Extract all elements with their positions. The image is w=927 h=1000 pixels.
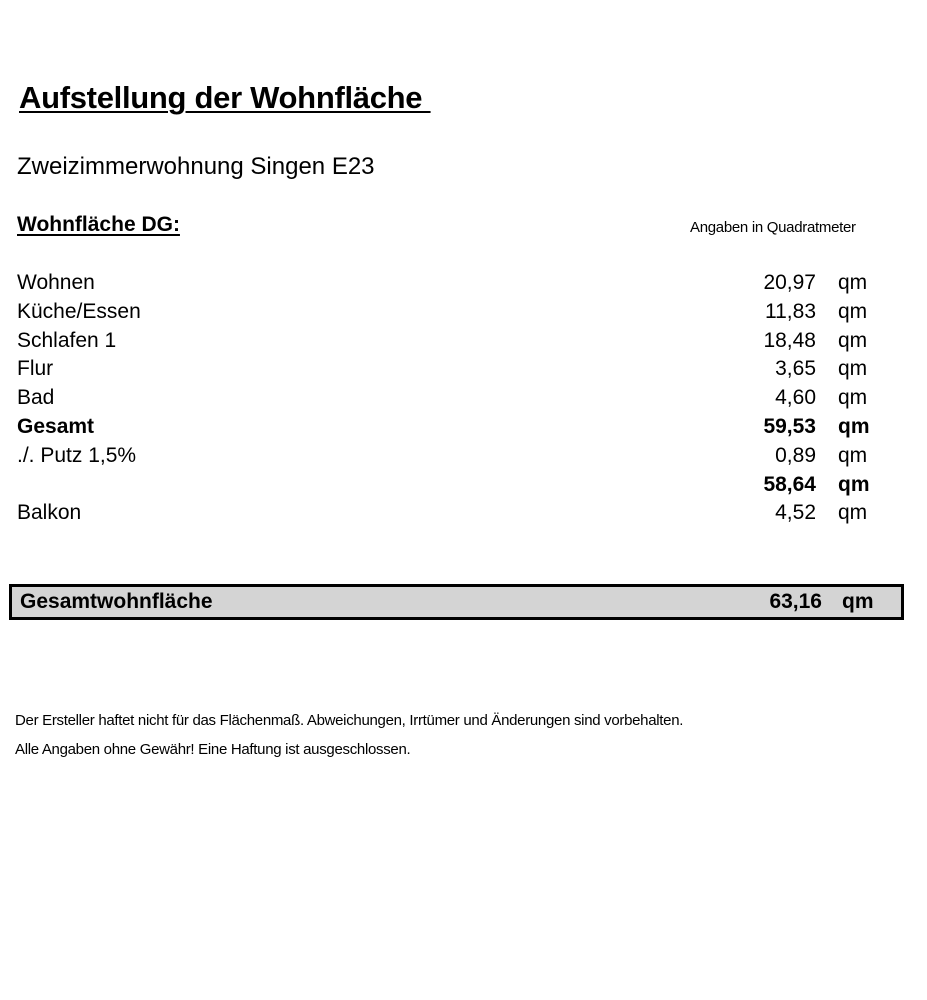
room-label: ./. Putz 1,5% [17,443,137,467]
area-unit: qm [838,299,868,323]
area-table [17,269,887,528]
room-label: Wohnen [17,271,95,294]
area-row-bad [17,384,887,413]
area-value: 59,53 [763,414,816,438]
total-label: Gesamtwohnfläche [20,590,213,613]
area-value: 0,89 [775,443,816,467]
area-unit: qm [838,443,868,467]
disclaimer-line-2: Alle Angaben ohne Gewähr! Eine Haftung ist ausgeschlossen. [15,741,411,758]
area-unit: qm [838,386,868,410]
area-value: 11,83 [765,299,816,323]
room-label: Flur [17,357,54,381]
area-row-subtotal [17,471,887,500]
total-living-area-box [9,584,904,620]
area-unit: qm [838,501,868,525]
area-row-kueche-essen [17,298,887,327]
area-row-flur [17,355,887,384]
room-label: Bad [17,386,55,410]
room-label: Gesamt [17,414,95,438]
area-value: 3,65 [775,357,816,381]
section-heading: Wohnfläche DG: [17,213,180,236]
area-value: 18,48 [763,328,816,352]
document-title: Aufstellung der Wohnfläche [19,80,431,115]
area-row-schlafen [17,327,887,356]
area-row-wohnen [17,269,887,298]
document-subtitle: Zweizimmerwohnung Singen E23 [17,153,375,180]
room-label: Schlafen 1 [17,328,117,352]
total-unit: qm [842,590,874,613]
area-unit: qm [838,328,868,352]
area-unit: qm [838,271,868,294]
disclaimer-line-1: Der Ersteller haftet nicht für das Flächenmaß. Abweichungen, Irrtümer und Änderungen sind vorbehalten. [15,712,684,729]
area-row-putz [17,442,887,471]
room-label: Balkon [17,501,82,525]
room-label: Küche/Essen [17,299,141,323]
area-value: 4,60 [775,386,816,410]
units-note: Angaben in Quadratmeter [690,219,856,236]
area-row-gesamt [17,413,887,442]
area-value: 4,52 [775,501,816,525]
area-unit: qm [838,414,870,438]
area-value: 20,97 [763,271,816,294]
area-value: 58,64 [763,472,816,496]
total-value: 63,16 [769,590,822,613]
area-unit: qm [838,472,870,496]
area-unit: qm [838,357,868,381]
area-row-balkon [17,499,887,528]
